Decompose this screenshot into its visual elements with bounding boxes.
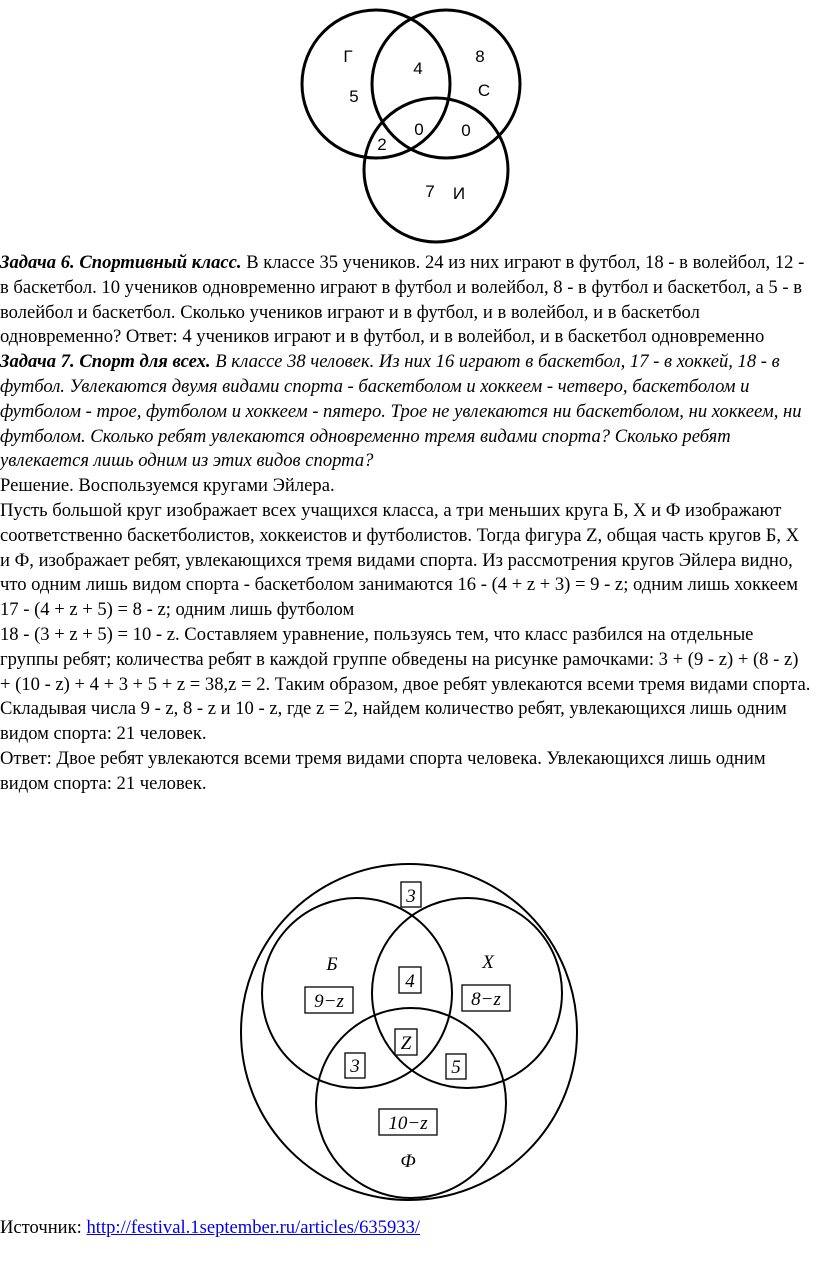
label-set-g: Г: [343, 47, 353, 66]
label-set-i: И: [452, 184, 466, 203]
source-label: Источник:: [0, 1217, 87, 1238]
label-g-s-i: 0: [414, 120, 424, 139]
label-only-b: 9−z: [314, 991, 344, 1012]
label-center: Z: [400, 1033, 412, 1054]
task6-paragraph: [0, 251, 812, 350]
label-only-s: 8: [475, 47, 485, 66]
label-b-f: 3: [350, 1056, 360, 1077]
label-g-i: 2: [377, 135, 387, 154]
label-only-f: 10−z: [388, 1113, 428, 1134]
euler-diagram-sports: [238, 862, 580, 1202]
source-link[interactable]: http://festival.1september.ru/articles/635933/: [86, 1217, 421, 1238]
task7-title: Задача 7. Спорт для всех.: [0, 351, 211, 373]
source-line: [0, 1216, 420, 1240]
label-s-i: 0: [461, 121, 471, 140]
label-x-f: 5: [451, 1057, 461, 1078]
solution-explanation: Пусть большой круг изображает всех учащихся класса, а три меньших круга Б, Х и Ф изображают соответственно баскетболистов, хоккеистов и футболистов. Тогда фигура Z, общая часть кругов Б, Х и Ф, изображает ребят, увлекающихся тремя видами спорта. Из рассмотрения кругов Эйлера видно, что одним лишь видом спорта - баскетболом занимаются 16 - (4 + z + 3) = 9 - z; одним лишь хоккеем 17 - (4 + z + 5) = 8 - z; одним лишь футболом: [0, 499, 800, 621]
answer-text: Ответ: Двое ребят увлекаются всеми тремя видами спорта человека. Увлекающихся лишь одним видом спорта: 21 человек.: [0, 747, 766, 794]
solution-equation: 18 - (3 + z + 5) = 10 - z. Составляем уравнение, пользуясь тем, что класс разбился на отдельные группы ребят; количества ребят в каждой группе обведены на рисунке рамочками: 3 + (9 - z) + (8 - z) + (10 - z) + 4 + 3 + 5 + z = 38,z = 2. Таким образом, двое ребят увлекаются всеми тремя видами спорта. Складывая числа 9 - z, 8 - z и 10 - z, где z = 2, найдем количество ребят, увлекающихся лишь одним видом спорта: 21 человек.: [0, 623, 811, 745]
label-only-i: 7: [425, 182, 435, 201]
label-g-s: 4: [413, 59, 423, 78]
label-set-x: Х: [482, 952, 494, 973]
label-only-x: 8−z: [471, 989, 501, 1010]
label-b-x: 4: [405, 971, 415, 992]
document-text: [0, 251, 812, 797]
task6-body: В классе 35 учеников. 24 из них играют в футбол, 18 - в волейбол, 12 - в баскетбол. 10 учеников одновременно играют в футбол и волейбол, 8 - в футбол и баскетбол, а 5 - в волейбол и баскетбол. Сколько учеников играют и в футбол, и в волейбол, и в баскетбол одновременно? Ответ: 4 учеников играют и в футбол, и в волейбол, и в баскетбол одновременно: [0, 252, 805, 348]
solution-intro: Решение. Воспользуемся кругами Эйлера.: [0, 475, 335, 497]
label-only-g: 5: [349, 87, 359, 106]
label-set-s: С: [477, 81, 491, 100]
task6-title: Задача 6. Спортивный класс.: [0, 252, 242, 273]
task7-body: В классе 38 человек. Из них 16 играют в баскетбол, 17 - в хоккей, 18 - в футбол. Увлекаются двумя видами спорта - баскетболом и хоккеем - четверо, баскетболом и футболом - трое, футболом и хоккеем - пятеро. Трое не увлекаются ни баскетболом, ни хоккеем, ни футболом. Сколько ребят увлекаются одновременно тремя видами спорта? Сколько ребят увлекается лишь одним из этих видов спорта?: [0, 351, 802, 472]
label-outside: 3: [406, 886, 416, 907]
label-set-b: Б: [326, 954, 338, 975]
venn-diagram-sports: [292, 0, 532, 252]
circle-i: [364, 98, 508, 242]
circle-g: [302, 10, 450, 158]
label-set-f: Ф: [400, 1151, 416, 1172]
task7-paragraph: [0, 350, 812, 474]
